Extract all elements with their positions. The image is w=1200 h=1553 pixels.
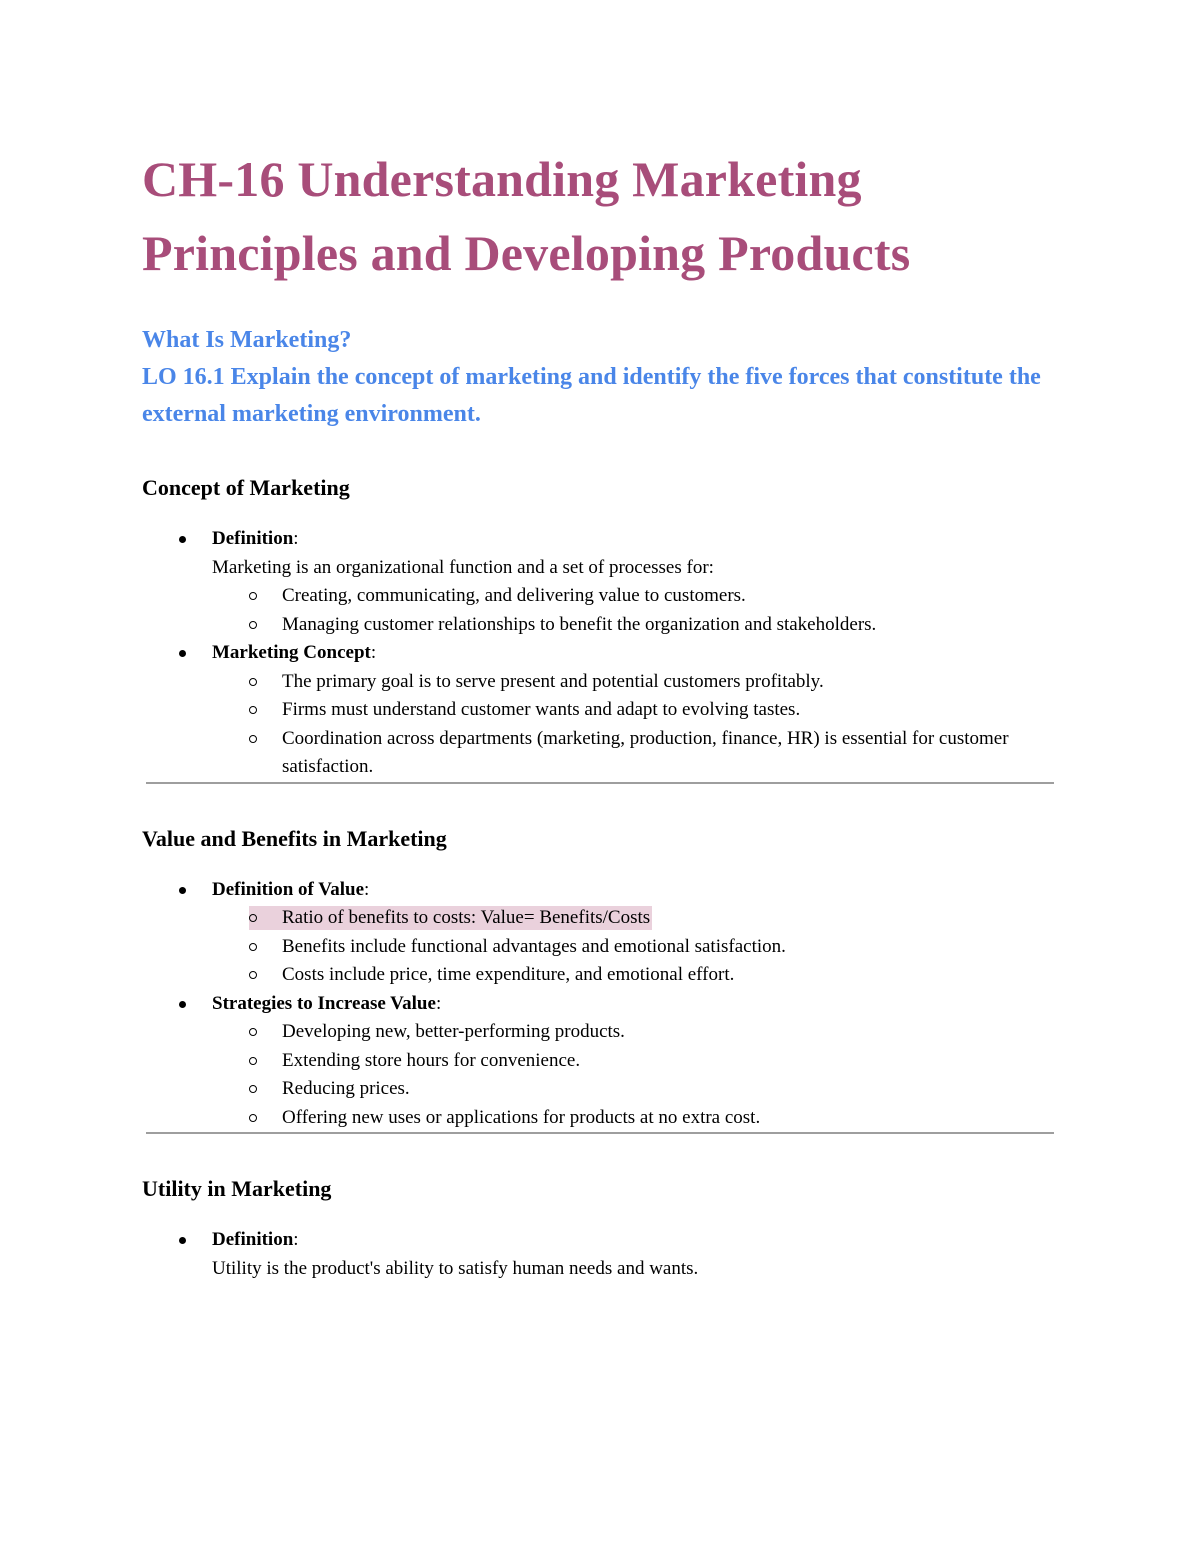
sub-item-text: Extending store hours for convenience. <box>282 1049 581 1071</box>
sub-list-item <box>212 933 1062 962</box>
list-item <box>142 1226 1062 1283</box>
bullet-ring-icon <box>249 914 257 922</box>
sub-item-text: Developing new, better-performing products. <box>282 1021 625 1042</box>
bullet-ring-icon <box>249 678 257 686</box>
bullet-ring-icon <box>249 943 257 951</box>
sub-list-item <box>212 1047 1062 1076</box>
bullet-ring-icon <box>249 1028 257 1036</box>
sub-list-item <box>212 1018 1062 1047</box>
bullet-list-utility <box>142 1226 1062 1283</box>
sub-list-item <box>212 1075 1062 1104</box>
horizontal-divider <box>146 782 1054 784</box>
bullet-list-value <box>142 876 1062 1133</box>
bullet-description: Marketing is an organizational function and a set of processes for: <box>212 556 714 578</box>
highlighted-sub-item-text: Ratio of benefits to costs: Value= Benefits/Costs <box>249 906 652 930</box>
bullet-label: Definition <box>212 528 294 549</box>
learning-objective: LO 16.1 Explain the concept of marketing and identify the five forces that constitute the external marketing environment. <box>142 364 1041 427</box>
bullet-label-colon: : <box>370 642 377 663</box>
bullet-label-colon: : <box>364 878 370 900</box>
bullet-label-colon: : <box>293 528 299 549</box>
horizontal-divider <box>146 1132 1054 1134</box>
sub-list-item <box>212 582 1062 611</box>
list-item <box>142 990 1062 1133</box>
document-page <box>142 142 1062 1283</box>
bullet-ring-icon <box>249 971 257 979</box>
bullet-dot-icon <box>179 536 186 543</box>
sub-list <box>212 1018 1062 1132</box>
sub-item-text: Offering new uses or applications for products at no extra cost. <box>282 1106 761 1128</box>
bullet-dot-icon <box>179 650 186 657</box>
sub-list <box>212 904 1062 990</box>
sub-item-text: Coordination across departments (marketing, production, finance, HR) is essential for customer satisfaction. <box>282 727 1009 777</box>
bullet-label: Definition <box>212 1229 294 1250</box>
bullet-label: Strategies to Increase Value <box>212 992 436 1014</box>
sub-list-item <box>212 725 1062 782</box>
list-item <box>142 525 1062 639</box>
bullet-ring-icon <box>249 706 257 714</box>
section-heading-concept: Concept of Marketing <box>142 475 350 500</box>
document-title: CH-16 Understanding Marketing Principles and Developing Products <box>142 151 911 281</box>
sub-item-text: Costs include price, time expenditure, and emotional effort. <box>282 964 735 985</box>
sub-list-item <box>212 696 1062 725</box>
subheading-question: What Is Marketing? <box>142 327 352 353</box>
sub-item-text: Creating, communicating, and delivering value to customers. <box>282 585 746 606</box>
bullet-ring-icon <box>249 592 257 600</box>
sub-list <box>212 582 1062 639</box>
bullet-label-colon: : <box>293 1229 299 1250</box>
sub-item-text: Reducing prices. <box>282 1078 410 1099</box>
bullet-description: Utility is the product's ability to satisfy human needs and wants. <box>212 1257 699 1279</box>
sub-item-text: Managing customer relationships to benefit the organization and stakeholders. <box>282 613 877 635</box>
list-item <box>142 639 1062 782</box>
sub-list-item <box>212 961 1062 990</box>
sub-list-item <box>212 904 1062 933</box>
bullet-ring-icon <box>249 621 257 629</box>
sub-item-text: Benefits include functional advantages and emotional satisfaction. <box>282 935 786 957</box>
bullet-ring-icon <box>249 1114 257 1122</box>
sub-item-text: Firms must understand customer wants and adapt to evolving tastes. <box>282 699 801 720</box>
bullet-dot-icon <box>179 887 186 894</box>
sub-item-text: The primary goal is to serve present and potential customers profitably. <box>282 670 824 692</box>
sub-list-item <box>212 611 1062 640</box>
bullet-label: Marketing Concept <box>212 642 371 663</box>
section-heading-value: Value and Benefits in Marketing <box>142 825 447 851</box>
section-heading-utility: Utility in Marketing <box>142 1176 332 1201</box>
bullet-dot-icon <box>179 1237 186 1244</box>
bullet-label-colon: : <box>435 992 442 1014</box>
bullet-dot-icon <box>179 1001 186 1008</box>
sub-list-item <box>212 668 1062 697</box>
bullet-ring-icon <box>249 735 257 743</box>
bullet-list-concept <box>142 525 1062 782</box>
bullet-ring-icon <box>249 1085 257 1093</box>
sub-list-item <box>212 1104 1062 1133</box>
sub-list <box>212 668 1062 782</box>
list-item <box>142 876 1062 990</box>
bullet-ring-icon <box>249 1057 257 1065</box>
bullet-label: Definition of Value <box>212 878 365 900</box>
